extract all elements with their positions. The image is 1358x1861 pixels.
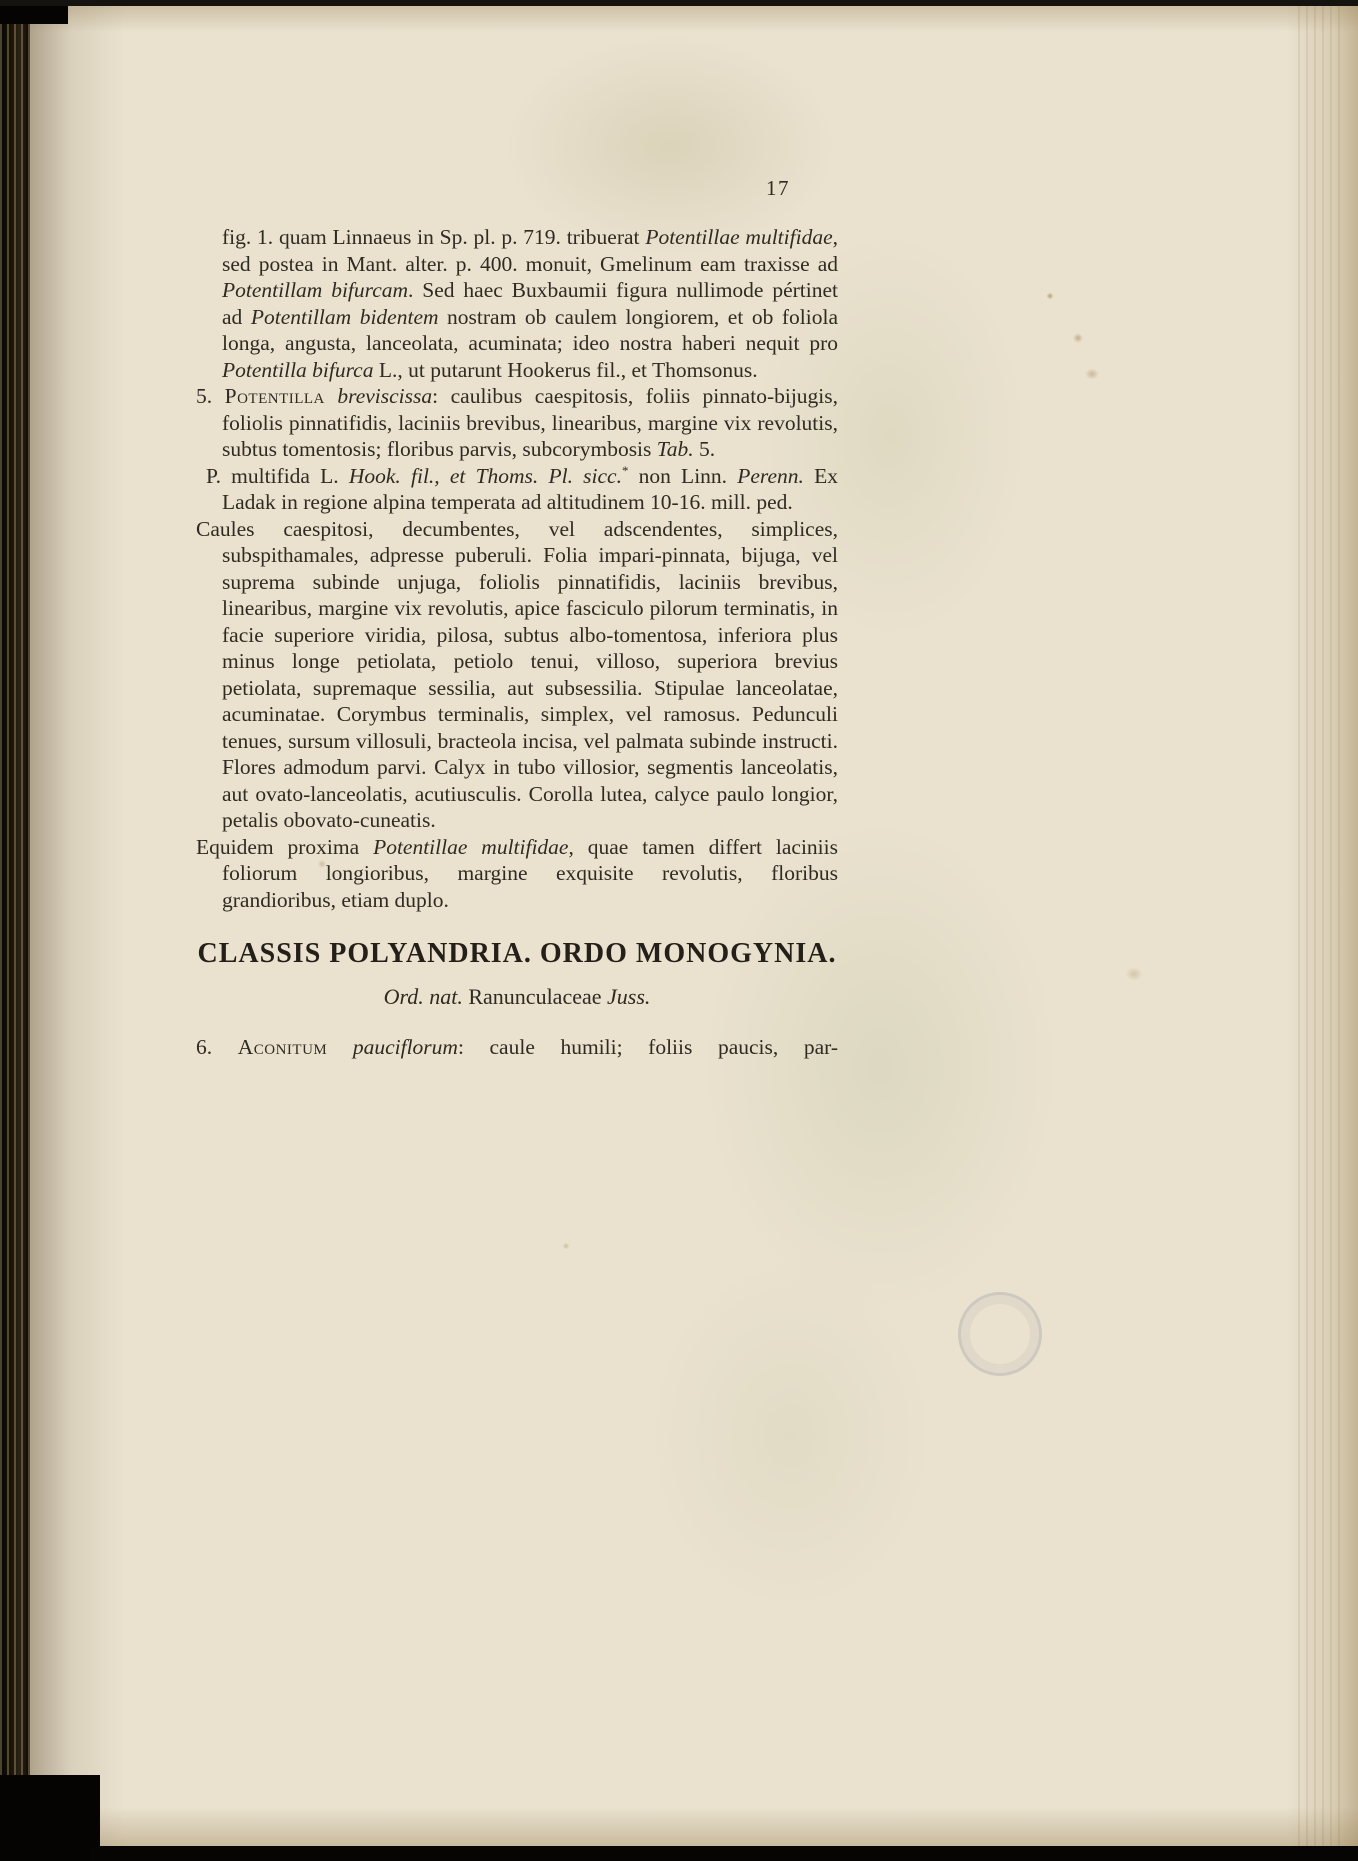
text-segment — [325, 384, 338, 408]
page-stack-fore-edge — [1298, 6, 1346, 1849]
text-segment — [327, 1035, 353, 1059]
text-segment: Potentillae multifidae — [645, 225, 833, 249]
paragraph-fig-reference — [222, 224, 838, 383]
text-segment: 6. — [196, 1035, 238, 1059]
text-segment: Ord. nat. — [383, 983, 463, 1009]
paragraph-synonymy — [196, 463, 838, 516]
text-segment: , quae tamen differt laciniis foliorum longioribus, margine exquisite revolutis, floribus grandioribus, etiam duplo. — [222, 834, 838, 912]
paragraph-remark — [196, 834, 838, 914]
section-heading: CLASSIS POLYANDRIA. ORDO MONOGYNIA. — [197, 938, 837, 969]
text-segment: Ex Ladak in regione alpina temperata ad altitudinem 10-16. mill. ped. — [222, 463, 838, 514]
paragraph-species-5 — [196, 383, 838, 463]
text-segment: Potentillae multifidae — [373, 834, 569, 859]
text-segment: Equidem proxima — [196, 834, 374, 859]
text-segment: Tab. — [656, 437, 694, 461]
text-segment: Potentilla — [224, 384, 325, 408]
text-segment: 5. — [693, 437, 716, 461]
scan-black-strip-top — [0, 0, 1358, 6]
text-segment: P. multifida L. — [206, 463, 349, 488]
scan-black-strip-bottom — [90, 1846, 1358, 1861]
text-segment: Potentilla bifurca — [222, 357, 374, 382]
text-segment: Ranunculaceae — [462, 983, 607, 1009]
text-segment: Potentillam bifurcam — [222, 278, 409, 302]
book-binding-edge — [0, 0, 30, 1861]
text-segment: Hook. fil., et Thoms. Pl. sicc. — [348, 463, 622, 488]
text-segment: L., ut putarunt Hookerus fil., et Thomsonus. — [373, 357, 758, 382]
order-natural-line — [196, 984, 838, 1011]
text-segment: non Linn. — [628, 463, 738, 488]
paragraph-description — [196, 516, 838, 834]
text-segment: Perenn. — [737, 463, 804, 488]
text-segment: , sed postea in Mant. alter. p. 400. monuit, Gmelinum eam traxisse ad — [222, 225, 838, 276]
text-segment: breviscissa — [337, 384, 433, 408]
library-stamp-showthrough — [958, 1292, 1042, 1376]
text-segment: : caulibus caespitosis, foliis pinnato-bijugis, foliolis pinnatifidis, laciniis brevibus, linearibus, margine vix revolutis, subtus tomentosis; floribus parvis, subcorymbosis — [222, 384, 839, 461]
text-segment: 5. — [196, 384, 225, 408]
text-segment: nostram ob caulem longiorem, et ob foliola longa, angusta, lanceolata, acuminata; ideo nostra haberi nequit pro — [222, 304, 838, 355]
text-segment: fig. 1. quam Linnaeus in Sp. pl. p. 719. tribuerat — [222, 225, 646, 249]
text-segment: . Sed haec Buxbaumii figura nullimode pértinet ad — [222, 278, 838, 329]
text-segment: Aconitum — [237, 1035, 328, 1059]
text-segment: : caule humili; foliis paucis, par- — [457, 1035, 839, 1059]
text-segment: pauciflorum — [352, 1035, 458, 1059]
text-segment: Potentillam bidentem — [250, 304, 439, 329]
page-number: 17 — [766, 176, 790, 200]
text-segment: Juss. — [607, 983, 651, 1009]
scan-black-corner-bottom-left — [0, 1775, 100, 1861]
paragraph-species-6 — [196, 1034, 838, 1061]
text-block — [196, 224, 838, 1061]
text-segment: Caules caespitosi, decumbentes, vel adscendentes, simplices, subspithamales, adpresse puberuli. Folia impari-pinnata, bijuga, vel suprema subinde unjuga, foliolis pinnatifidis, laciniis brevibus, linearibus, margine vix revolutis, apice fasciculo pilorum terminatis, in facie superiore viridia, pilosa, subtus albo-tomentosa, inferiora plus minus longe petiolata, petiolo tenui, villoso, superiora brevius petiolata, supremaque sessilia, aut subsessilia. Stipulae lanceolatae, acuminatae. Corymbus terminalis, simplex, vel ramosus. Pedunculi tenues, sursum villosuli, bracteola incisa, vel palmata subinde instructi. Flores admodum parvi. Calyx in tubo villosior, segmentis lanceolatis, aut ovato-lanceolatis, acutiusculis. Corolla lutea, calyce paulo longior, petalis obovato-cuneatis. — [196, 516, 838, 832]
text-segment: * — [621, 463, 629, 478]
book-page — [30, 6, 1358, 1849]
